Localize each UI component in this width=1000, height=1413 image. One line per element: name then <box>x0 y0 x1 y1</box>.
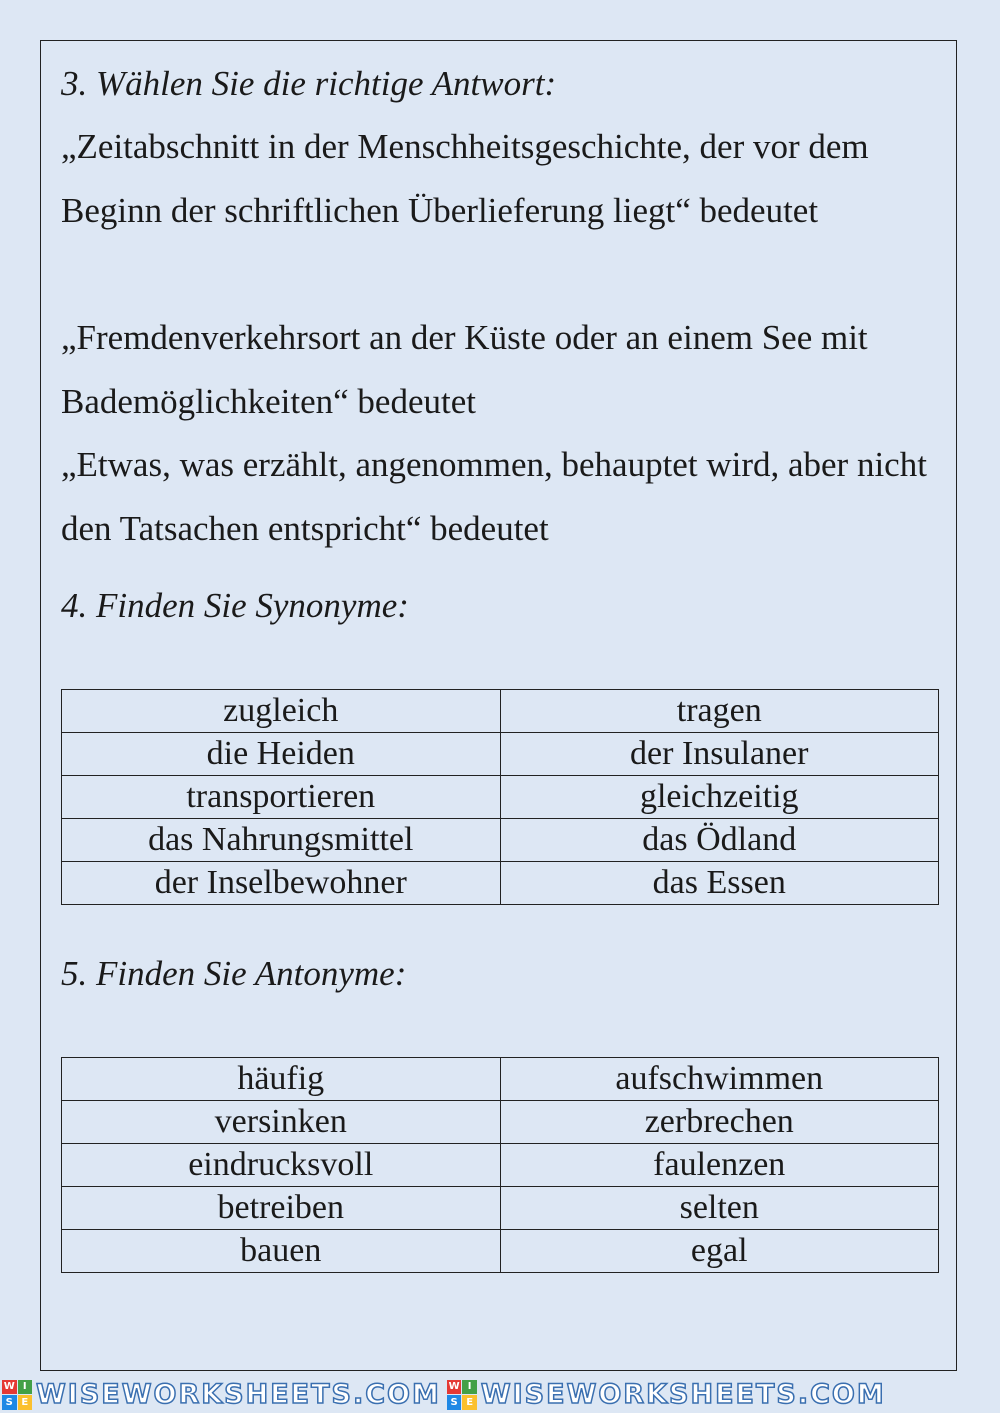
section-5-heading: 5. Finden Sie Antonyme: <box>61 954 407 993</box>
table-cell: betreiben <box>62 1187 501 1230</box>
table-row <box>62 776 939 819</box>
table-cell: gleichzeitig <box>500 776 939 819</box>
section-4-heading: 4. Finden Sie Synonyme: <box>61 586 409 625</box>
table-row <box>62 1058 939 1101</box>
watermark-logo-group <box>447 1379 886 1410</box>
table-row <box>62 1101 939 1144</box>
logo-letter: S <box>447 1395 462 1410</box>
logo-letter: E <box>18 1395 33 1410</box>
table-cell: tragen <box>500 690 939 733</box>
table-cell: die Heiden <box>62 733 501 776</box>
table-row <box>62 819 939 862</box>
table-cell: aufschwimmen <box>500 1058 939 1101</box>
question-2-text: „Fremdenverkehrsort an der Küste oder an einem See mit Bademöglichkeiten“ bedeutet <box>61 318 868 421</box>
wise-logo-icon <box>2 1380 32 1410</box>
logo-letter: S <box>2 1395 17 1410</box>
table-row <box>62 1144 939 1187</box>
table-row <box>62 733 939 776</box>
table-row <box>62 862 939 905</box>
watermark-brand-text: WISEWORKSHEETS.COM <box>480 1379 886 1410</box>
table-row <box>62 1230 939 1273</box>
logo-letter: I <box>18 1380 33 1395</box>
watermark-logo-group <box>2 1379 441 1410</box>
antonyms-table <box>61 1057 939 1273</box>
table-cell: das Nahrungsmittel <box>62 819 501 862</box>
table-cell: versinken <box>62 1101 501 1144</box>
table-cell: das Essen <box>500 862 939 905</box>
worksheet-frame <box>40 40 957 1371</box>
table-cell: faulenzen <box>500 1144 939 1187</box>
table-cell: selten <box>500 1187 939 1230</box>
watermark-brand-text: WISEWORKSHEETS.COM <box>36 1379 441 1410</box>
table-cell: das Ödland <box>500 819 939 862</box>
table-cell: egal <box>500 1230 939 1273</box>
table-cell: häufig <box>62 1058 501 1101</box>
table-cell: eindrucksvoll <box>62 1144 501 1187</box>
table-cell: zerbrechen <box>500 1101 939 1144</box>
logo-letter: W <box>3 1381 15 1393</box>
table-cell: bauen <box>62 1230 501 1273</box>
synonyms-table <box>61 689 939 905</box>
table-cell: zugleich <box>62 690 501 733</box>
section-3-heading: 3. Wählen Sie die richtige Antwort: <box>61 64 557 103</box>
question-1-text: „Zeitabschnitt in der Menschheitsgeschichte, der vor dem Beginn der schriftlichen Überlieferung liegt“ bedeutet <box>61 127 869 230</box>
table-cell: der Inselbewohner <box>62 862 501 905</box>
table-cell: der Insulaner <box>500 733 939 776</box>
table-cell: transportieren <box>62 776 501 819</box>
question-3-text: „Etwas, was erzählt, angenommen, behauptet wird, aber nicht den Tatsachen entspricht“ bedeutet <box>61 445 927 548</box>
table-row <box>62 1187 939 1230</box>
table-row <box>62 690 939 733</box>
logo-letter: W <box>448 1381 460 1393</box>
watermark-footer <box>0 1376 1000 1413</box>
logo-letter: I <box>462 1380 477 1395</box>
wise-logo-icon <box>447 1380 477 1410</box>
logo-letter: E <box>462 1395 477 1410</box>
